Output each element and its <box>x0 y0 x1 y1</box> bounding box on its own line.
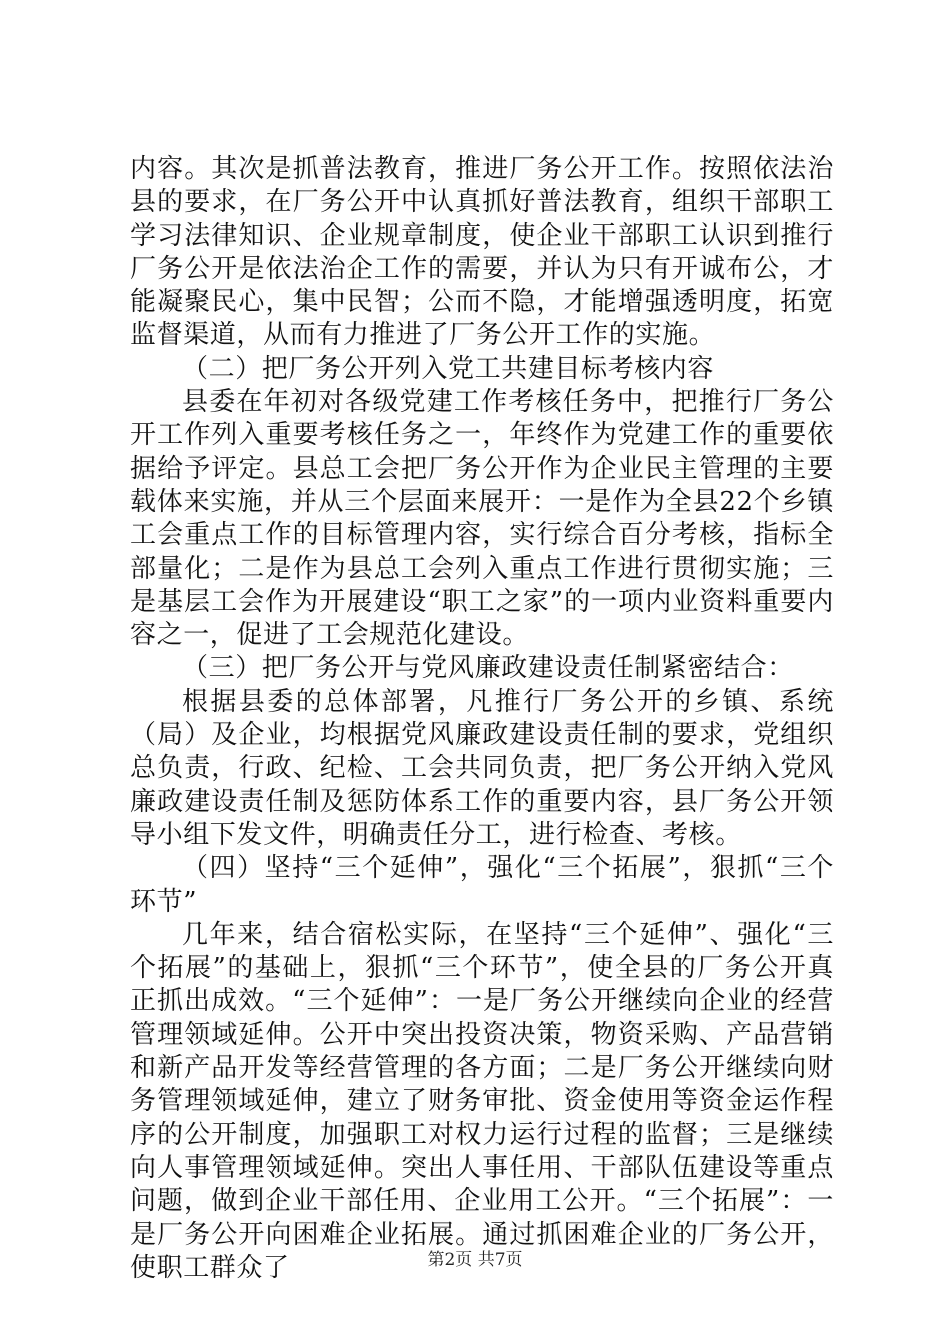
document-body <box>130 153 834 1285</box>
page-footer: 第2页 共7页 <box>427 1250 523 1270</box>
paragraph-section-3: 根据县委的总体部署，凡推行厂务公开的乡镇、系统（局）及企业，均根据党风廉政建设责任制的要求，党组织总负责，行政、纪检、工会共同负责，把厂务公开纳入党风廉政建设责任制及惩防体系工作的重要内容，县厂务公开领导小组下发文件，明确责任分工，进行检查、考核。 <box>130 686 834 850</box>
section-heading-4: （四）坚持“三个延伸”，强化“三个拓展”，狠抓“三个环节” <box>130 853 834 917</box>
paragraph-section-2: 县委在年初对各级党建工作考核任务中，把推行厂务公开工作列入重要考核任务之一，年终作为党建工作的重要依据给予评定。县总工会把厂务公开作为企业民主管理的主要载体来实施，并从三个层面来展开：一是作为全县22个乡镇工会重点工作的目标管理内容，实行综合百分考核，指标全部量化；二是作为县总工会列入重点工作进行贯彻实施；三是基层工会作为开展建设“职工之家”的一项内业资料重要内容之一，促进了工会规范化建设。 <box>130 387 834 651</box>
section-heading-2: （二）把厂务公开列入党工共建目标考核内容 <box>182 353 715 384</box>
paragraph-continuation: 内容。其次是抓普法教育，推进厂务公开工作。按照依法治县的要求，在厂务公开中认真抓好普法教育，组织干部职工学习法律知识、企业规章制度，使企业干部职工认识到推行厂务公开是依法治企工作的需要，并认为只有开诚布公，才能凝聚民心，集中民智；公而不隐，才能增强透明度，拓宽监督渠道，从而有力推进了厂务公开工作的实施。 <box>130 154 834 351</box>
section-heading-3: （三）把厂务公开与党风廉政建设责任制紧密结合： <box>182 653 794 684</box>
paragraph-section-4: 几年来，结合宿松实际，在坚持“三个延伸”、强化“三个拓展”的基础上，狠抓“三个环节”，使全县的厂务公开真正抓出成效。“三个延伸”：一是厂务公开继续向企业的经营管理领域延伸。公开中突出投资决策，物资采购、产品营销和新产品开发等经营管理的各方面；二是厂务公开继续向财务管理领域延伸，建立了财务审批、资金使用等资金运作程序的公开制度，加强职工对权力运行过程的监督；三是继续向人事管理领域延伸。突出人事任用、干部队伍建设等重点问题，做到企业干部任用、企业用工公开。“三个拓展”：一是厂务公开向困难企业拓展。通过抓困难企业的厂务公开，使职工群众了 <box>130 919 834 1283</box>
